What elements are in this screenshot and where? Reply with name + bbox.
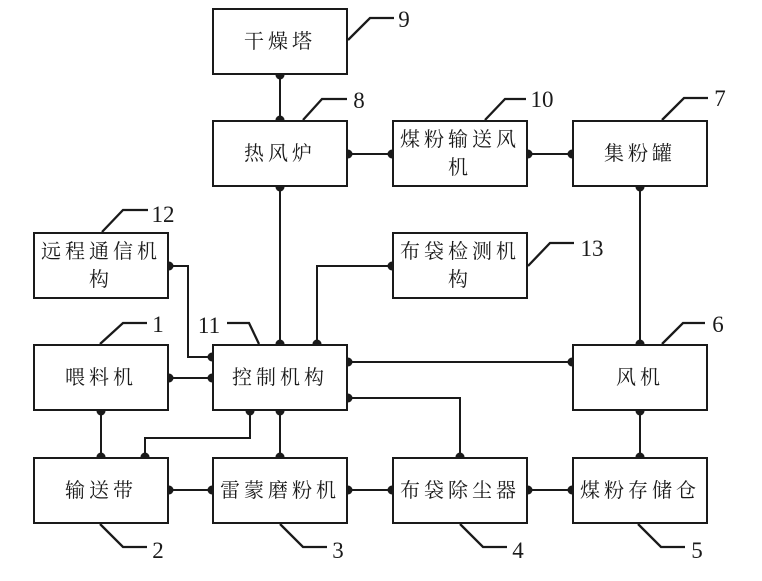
node-coal-powder-transport-fan bbox=[392, 120, 528, 187]
node-remote-communication-mechanism bbox=[33, 232, 169, 299]
node-bag-detection-mechanism bbox=[392, 232, 528, 299]
leader-ref-2 bbox=[100, 524, 147, 547]
leader-ref-8 bbox=[303, 99, 347, 120]
leader-ref-13 bbox=[528, 243, 574, 266]
node-conveyor-belt bbox=[33, 457, 169, 524]
leader-ref-3 bbox=[280, 524, 327, 547]
node-fan bbox=[572, 344, 708, 411]
node-powder-collection-tank-label: 集粉罐 bbox=[604, 142, 676, 165]
node-feeder-label: 喂料机 bbox=[65, 366, 137, 389]
ref-label-7: 7 bbox=[714, 86, 726, 111]
edge-control-bag-dust-collector bbox=[348, 398, 460, 457]
ref-label-3: 3 bbox=[332, 538, 344, 563]
ref-label-13: 13 bbox=[580, 236, 604, 261]
edge-control-conveyor bbox=[145, 411, 250, 457]
ref-label-10: 10 bbox=[530, 87, 554, 112]
edge-bag-detection-control bbox=[317, 266, 392, 344]
node-bag-dust-collector bbox=[392, 457, 528, 524]
node-feeder bbox=[33, 344, 169, 411]
node-coal-powder-transport-fan-label: 煤粉输送风机 bbox=[400, 128, 520, 179]
leader-ref-4 bbox=[460, 524, 507, 547]
node-drying-tower bbox=[212, 8, 348, 75]
node-conveyor-belt-label: 输送带 bbox=[65, 479, 137, 502]
node-raymond-mill-label: 雷蒙磨粉机 bbox=[220, 479, 340, 502]
ref-label-8: 8 bbox=[353, 88, 365, 113]
leader-ref-1 bbox=[100, 323, 147, 344]
leader-ref-5 bbox=[638, 524, 685, 547]
edge-remote-comm-control bbox=[169, 266, 212, 357]
node-drying-tower-label: 干燥塔 bbox=[244, 30, 316, 53]
node-remote-communication-mechanism-label: 远程通信机构 bbox=[41, 240, 161, 291]
node-coal-powder-storage-bin-label: 煤粉存储仓 bbox=[580, 479, 700, 502]
ref-label-11: 11 bbox=[197, 313, 221, 338]
leader-ref-12 bbox=[102, 210, 148, 232]
ref-label-1: 1 bbox=[152, 312, 164, 337]
ref-label-9: 9 bbox=[398, 7, 410, 32]
ref-label-4: 4 bbox=[512, 538, 524, 563]
leader-ref-7 bbox=[662, 98, 708, 120]
leader-ref-11 bbox=[227, 323, 259, 344]
node-fan-label: 风机 bbox=[616, 366, 664, 389]
leader-ref-9 bbox=[348, 18, 394, 40]
node-hot-air-furnace bbox=[212, 120, 348, 187]
node-bag-dust-collector-label: 布袋除尘器 bbox=[400, 479, 520, 502]
leader-ref-6 bbox=[662, 323, 705, 344]
leader-ref-10 bbox=[485, 99, 526, 120]
junction-dots bbox=[97, 71, 645, 495]
node-control-mechanism-label: 控制机构 bbox=[232, 366, 328, 389]
node-bag-detection-mechanism-label: 布袋检测机构 bbox=[400, 240, 520, 291]
ref-label-12: 12 bbox=[151, 202, 175, 227]
node-coal-powder-storage-bin bbox=[572, 457, 708, 524]
ref-label-2: 2 bbox=[152, 538, 164, 563]
node-hot-air-furnace-label: 热风炉 bbox=[244, 142, 316, 165]
node-raymond-mill bbox=[212, 457, 348, 524]
node-control-mechanism bbox=[212, 344, 348, 411]
ref-label-5: 5 bbox=[691, 538, 703, 563]
ref-label-6: 6 bbox=[712, 312, 724, 337]
node-powder-collection-tank bbox=[572, 120, 708, 187]
